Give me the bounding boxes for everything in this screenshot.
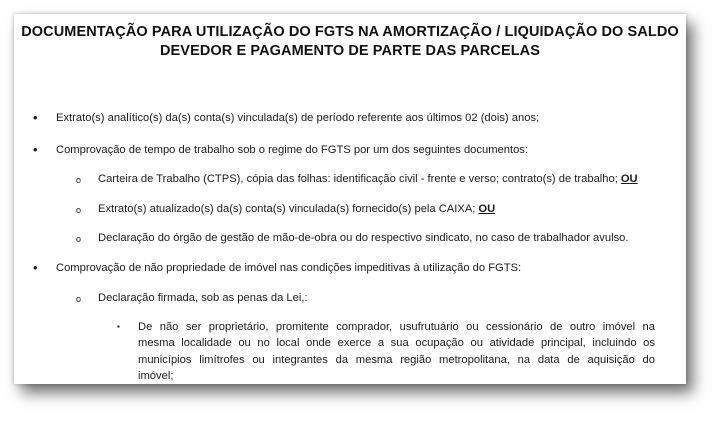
bullet-circle-icon: o bbox=[76, 175, 82, 185]
document-page bbox=[14, 14, 686, 384]
list-item-extrato-atualizado bbox=[98, 202, 495, 217]
document-title bbox=[14, 23, 686, 61]
ou-marker: OU bbox=[620, 173, 638, 185]
list-item-extrato-analitico: Extrato(s) analítico(s) da(s) conta(s) vinculada(s) de período referente aos últimos 02 (dois) anos; bbox=[56, 112, 540, 124]
bullet-square-icon: ▪ bbox=[117, 322, 120, 331]
paragraph-line: mesma localidade ou no local onde exerce a sua ocupação ou atividade principal, incluindo os bbox=[138, 337, 655, 350]
list-item-ctps-text: Carteira de Trabalho (CTPS), cópia das folhas: identificação civil - frente e verso; contrato(s) de trabalho; bbox=[98, 173, 618, 185]
bullet-disc-icon: • bbox=[33, 142, 38, 157]
paragraph-line: De não ser proprietário, promitente comprador, usufrutuário ou cessionário de outro imóvel na bbox=[138, 321, 655, 333]
bullet-disc-icon: • bbox=[33, 260, 38, 275]
list-item-declaracao-orgao: Declaração do órgão de gestão de mão-de-obra ou do respectivo sindicato, no caso de trabalhador avulso. bbox=[98, 232, 629, 244]
list-item-comprovacao-tempo: Comprovação de tempo de trabalho sob o regime do FGTS por um dos seguintes documentos: bbox=[56, 144, 528, 156]
list-item-ctps bbox=[98, 172, 638, 187]
bullet-disc-icon: • bbox=[33, 110, 38, 125]
title-line-2: DEVEDOR E PAGAMENTO DE PARTE DAS PARCELAS bbox=[159, 43, 541, 59]
list-item-nao-proprietario bbox=[138, 319, 655, 384]
paragraph-line: imóvel; bbox=[138, 369, 174, 382]
list-item-extrato-atualizado-text: Extrato(s) atualizado(s) da(s) conta(s) vinculada(s) fornecido(s) pela CAIXA; bbox=[98, 203, 476, 215]
bullet-circle-icon: o bbox=[76, 205, 82, 215]
list-item-declaracao-firmada: Declaração firmada, sob as penas da Lei,: bbox=[98, 292, 308, 304]
bullet-circle-icon: o bbox=[76, 234, 82, 244]
paragraph-line: municípios limítrofes ou integrantes da mesma região metropolitana, na data de aquisição do bbox=[138, 353, 655, 366]
title-line-1: DOCUMENTAÇÃO PARA UTILIZAÇÃO DO FGTS NA AMORTIZAÇÃO / LIQUIDAÇÃO DO SALDO bbox=[21, 24, 679, 40]
ou-marker: OU bbox=[478, 203, 496, 215]
list-item-nao-propriedade: Comprovação de não propriedade de imóvel nas condições impeditivas à utilização do FGTS: bbox=[56, 262, 522, 274]
bullet-circle-icon: o bbox=[76, 294, 82, 304]
